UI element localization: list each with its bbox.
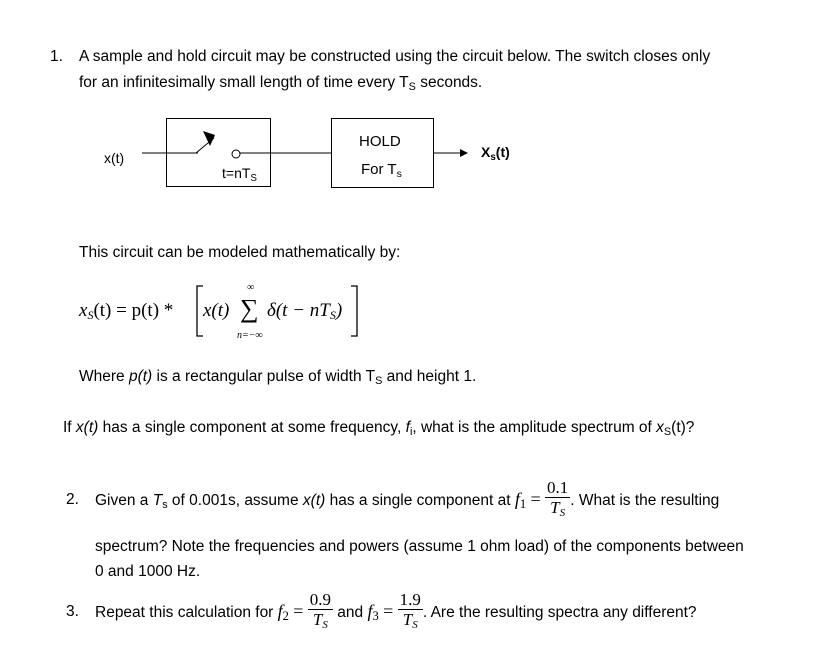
right-bracket (349, 284, 361, 340)
q1-number: 1. (50, 48, 63, 65)
q3-fraction-1: $\frac{0.9}{T_S}$ (309, 589, 331, 631)
q1-line2: for an infinitesimally small length of time every $T_S$ seconds. (79, 74, 483, 93)
hold-label-1: HOLD (359, 133, 401, 150)
q2-line2: spectrum? Note the frequencies and powers (assume 1 ohm load) of the components between (95, 538, 744, 555)
sum-symbol: ∑ (240, 294, 259, 323)
q3-fraction-2: $\frac{1.9}{T_S}$ (399, 589, 421, 631)
q2-line1: Given a $T_s$ of 0.001s, assume x(t) has a single component at $f_1$ = $\frac{0.1}{T_S}$ . What is the resulting (95, 473, 719, 525)
model-intro: This circuit can be modeled mathematically by: (79, 244, 401, 261)
switch-label: $t=nT_S$ (222, 165, 257, 184)
q2-fraction: $\frac{0.1}{T_S}$ (546, 477, 569, 519)
hold-label-2: For $T_s$ (361, 161, 402, 180)
q2-number: 2. (66, 491, 79, 508)
where-line: Where p(t) is a rectangular pulse of width $T_S$ and height 1. (79, 368, 477, 387)
spectrum-question: If x(t) has a single component at some frequency, $f_i$, what is the amplitude spectrum of $x_S(t)$? (63, 419, 695, 438)
q3-number: 3. (66, 603, 79, 620)
q1-line1: A sample and hold circuit may be constructed using the circuit below. The switch closes only (79, 48, 711, 65)
input-label: x(t) (104, 150, 125, 166)
q3-line: Repeat this calculation for $f_2$ = $\frac{0.9}{T_S}$ and $f_3$ = $\frac{1.9}{T_S}$ . Are the resulting spectra any different? (95, 585, 697, 637)
circuit-overlay (0, 100, 816, 300)
output-label: $X_s(t)$ (481, 144, 510, 163)
q2-line3: 0 and 1000 Hz. (95, 563, 201, 580)
